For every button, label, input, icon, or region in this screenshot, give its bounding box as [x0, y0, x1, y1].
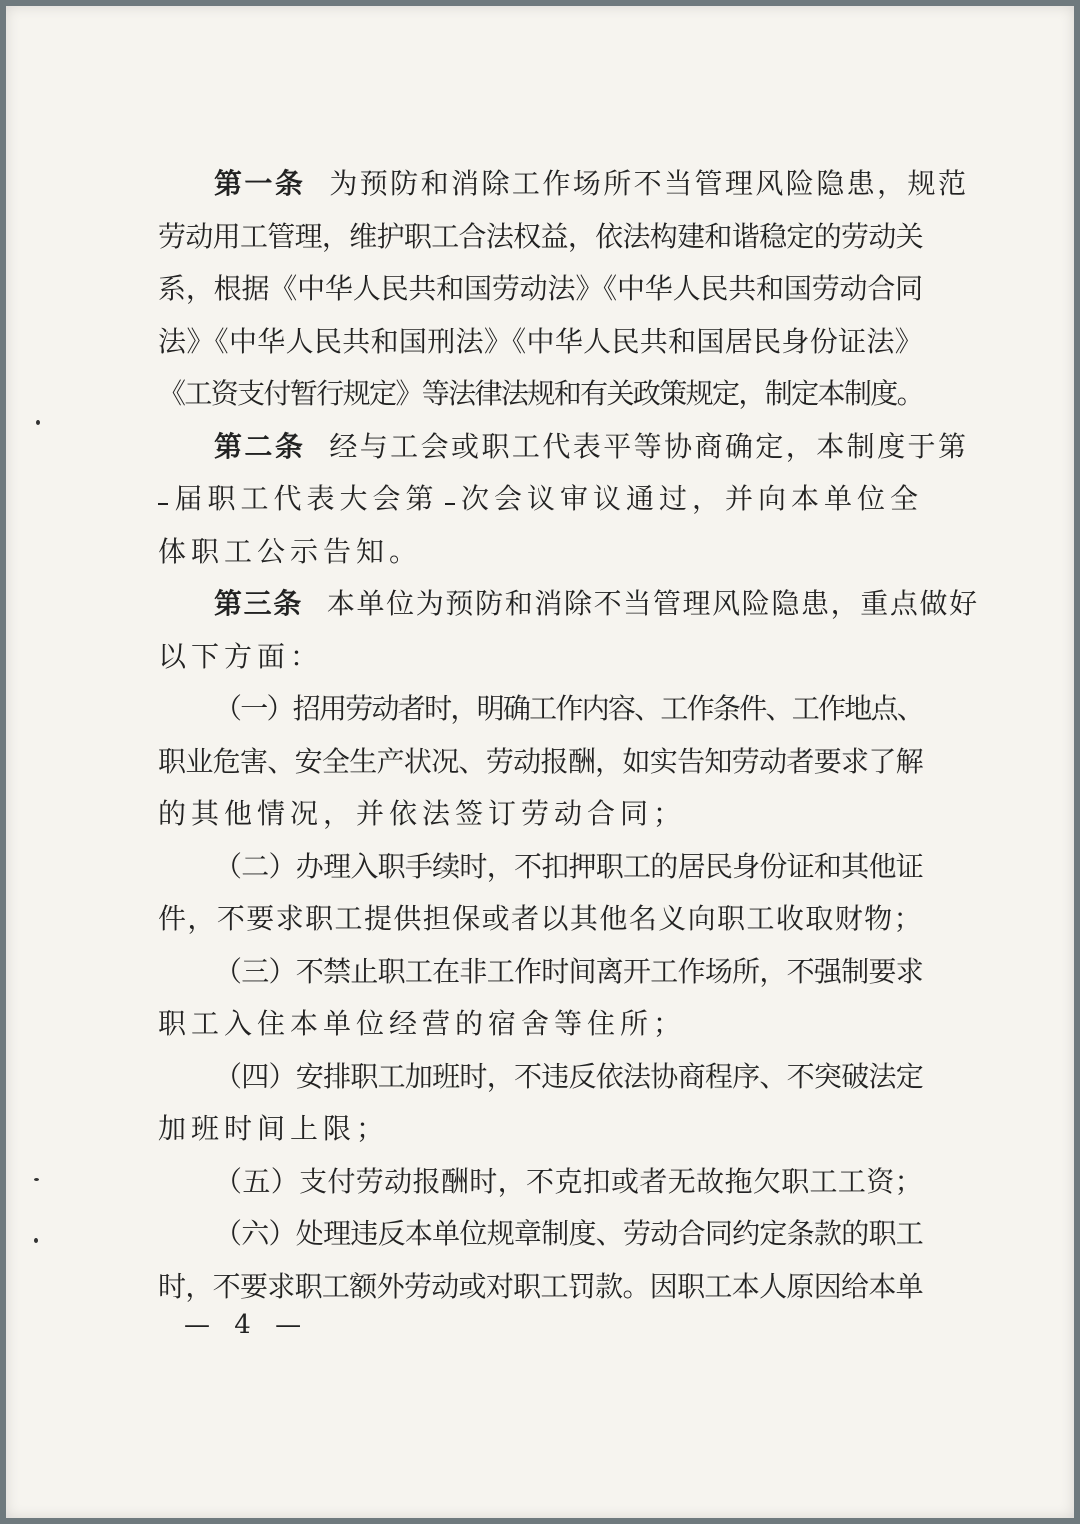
article-1-line-3: 系，根据《中华人民共和国劳动法》《中华人民共和国劳动合同 — [158, 272, 924, 305]
article-1-line-4: 法》《中华人民共和国刑法》《中华人民共和国居民身份证法》 — [158, 324, 924, 358]
article-2-text-b: 次会议审议通过，并向本单位全 — [460, 482, 923, 515]
meeting-blank-field — [445, 473, 455, 505]
item-4-line-2: 加班时间上限； — [158, 1112, 390, 1145]
article-1-line-2: 劳动用工管理，维护职工合法权益，依法构建和谐稳定的劳动关 — [158, 219, 924, 253]
item-5-line-1: （五）支付劳动报酬时，不克扣或者无故拖欠职工工资； — [214, 1164, 924, 1198]
item-3-line-2: 职工入住本单位经营的宿舍等住所； — [158, 1007, 687, 1040]
scan-speck — [34, 1238, 38, 1243]
article-1-label: 第一条 — [214, 167, 306, 200]
item-4-line-1: （四）安排职工加班时，不违反依法协商程序、不突破法定 — [214, 1059, 924, 1093]
session-blank-field — [158, 473, 168, 505]
item-3-line-1: （三）不禁止职工在非工作时间离开工作场所，不强制要求 — [214, 954, 924, 988]
item-1-line-1: （一）招用劳动者时，明确工作内容、工作条件、工作地点、 — [214, 692, 924, 725]
article-1-text: 为预防和消除工作场所不当管理风险隐患，规范 — [329, 167, 969, 200]
page-number: — 4 — — [184, 1310, 310, 1340]
article-1-line-1 — [158, 158, 969, 211]
item-6-line-2: 时，不要求职工额外劳动或对职工罚款。因职工本人原因给本单 — [158, 1269, 924, 1303]
article-2-text: 经与工会或职工代表平等协商确定，本制度于第 — [329, 429, 969, 463]
article-3-label: 第三条 — [214, 587, 303, 620]
article-2-text-a: 届职工代表大会第 — [174, 482, 439, 515]
article-1-line-5: 《工资支付暂行规定》等法律法规和有关政策规定，制定本制度。 — [158, 377, 924, 410]
item-1-line-3: 的其他情况，并依法签订劳动合同； — [158, 797, 687, 830]
item-2-line-2: 件，不要求职工提供担保或者以其他名义向职工收取财物； — [158, 902, 924, 935]
article-2-label: 第二条 — [214, 429, 306, 463]
item-6-line-1: （六）处理违反本单位规章制度、劳动合同约定条款的职工 — [214, 1217, 924, 1250]
document-body — [158, 158, 979, 1313]
article-2-line-1 — [158, 421, 969, 474]
article-3-line-2: 以下方面： — [158, 639, 324, 673]
item-2-line-1: （二）办理入职手续时，不扣押职工的居民身份证和其他证 — [214, 849, 924, 883]
scan-speck — [34, 1178, 39, 1181]
article-3-text: 本单位为预防和消除不当管理风险隐患，重点做好 — [326, 587, 979, 620]
article-3-line-1 — [158, 578, 979, 631]
item-1-line-2: 职业危害、安全生产状况、劳动报酬，如实告知劳动者要求了解 — [158, 744, 924, 778]
article-2-line-3: 体职工公示告知。 — [158, 534, 423, 568]
scan-speck — [36, 420, 40, 425]
article-2-line-2 — [158, 473, 923, 526]
